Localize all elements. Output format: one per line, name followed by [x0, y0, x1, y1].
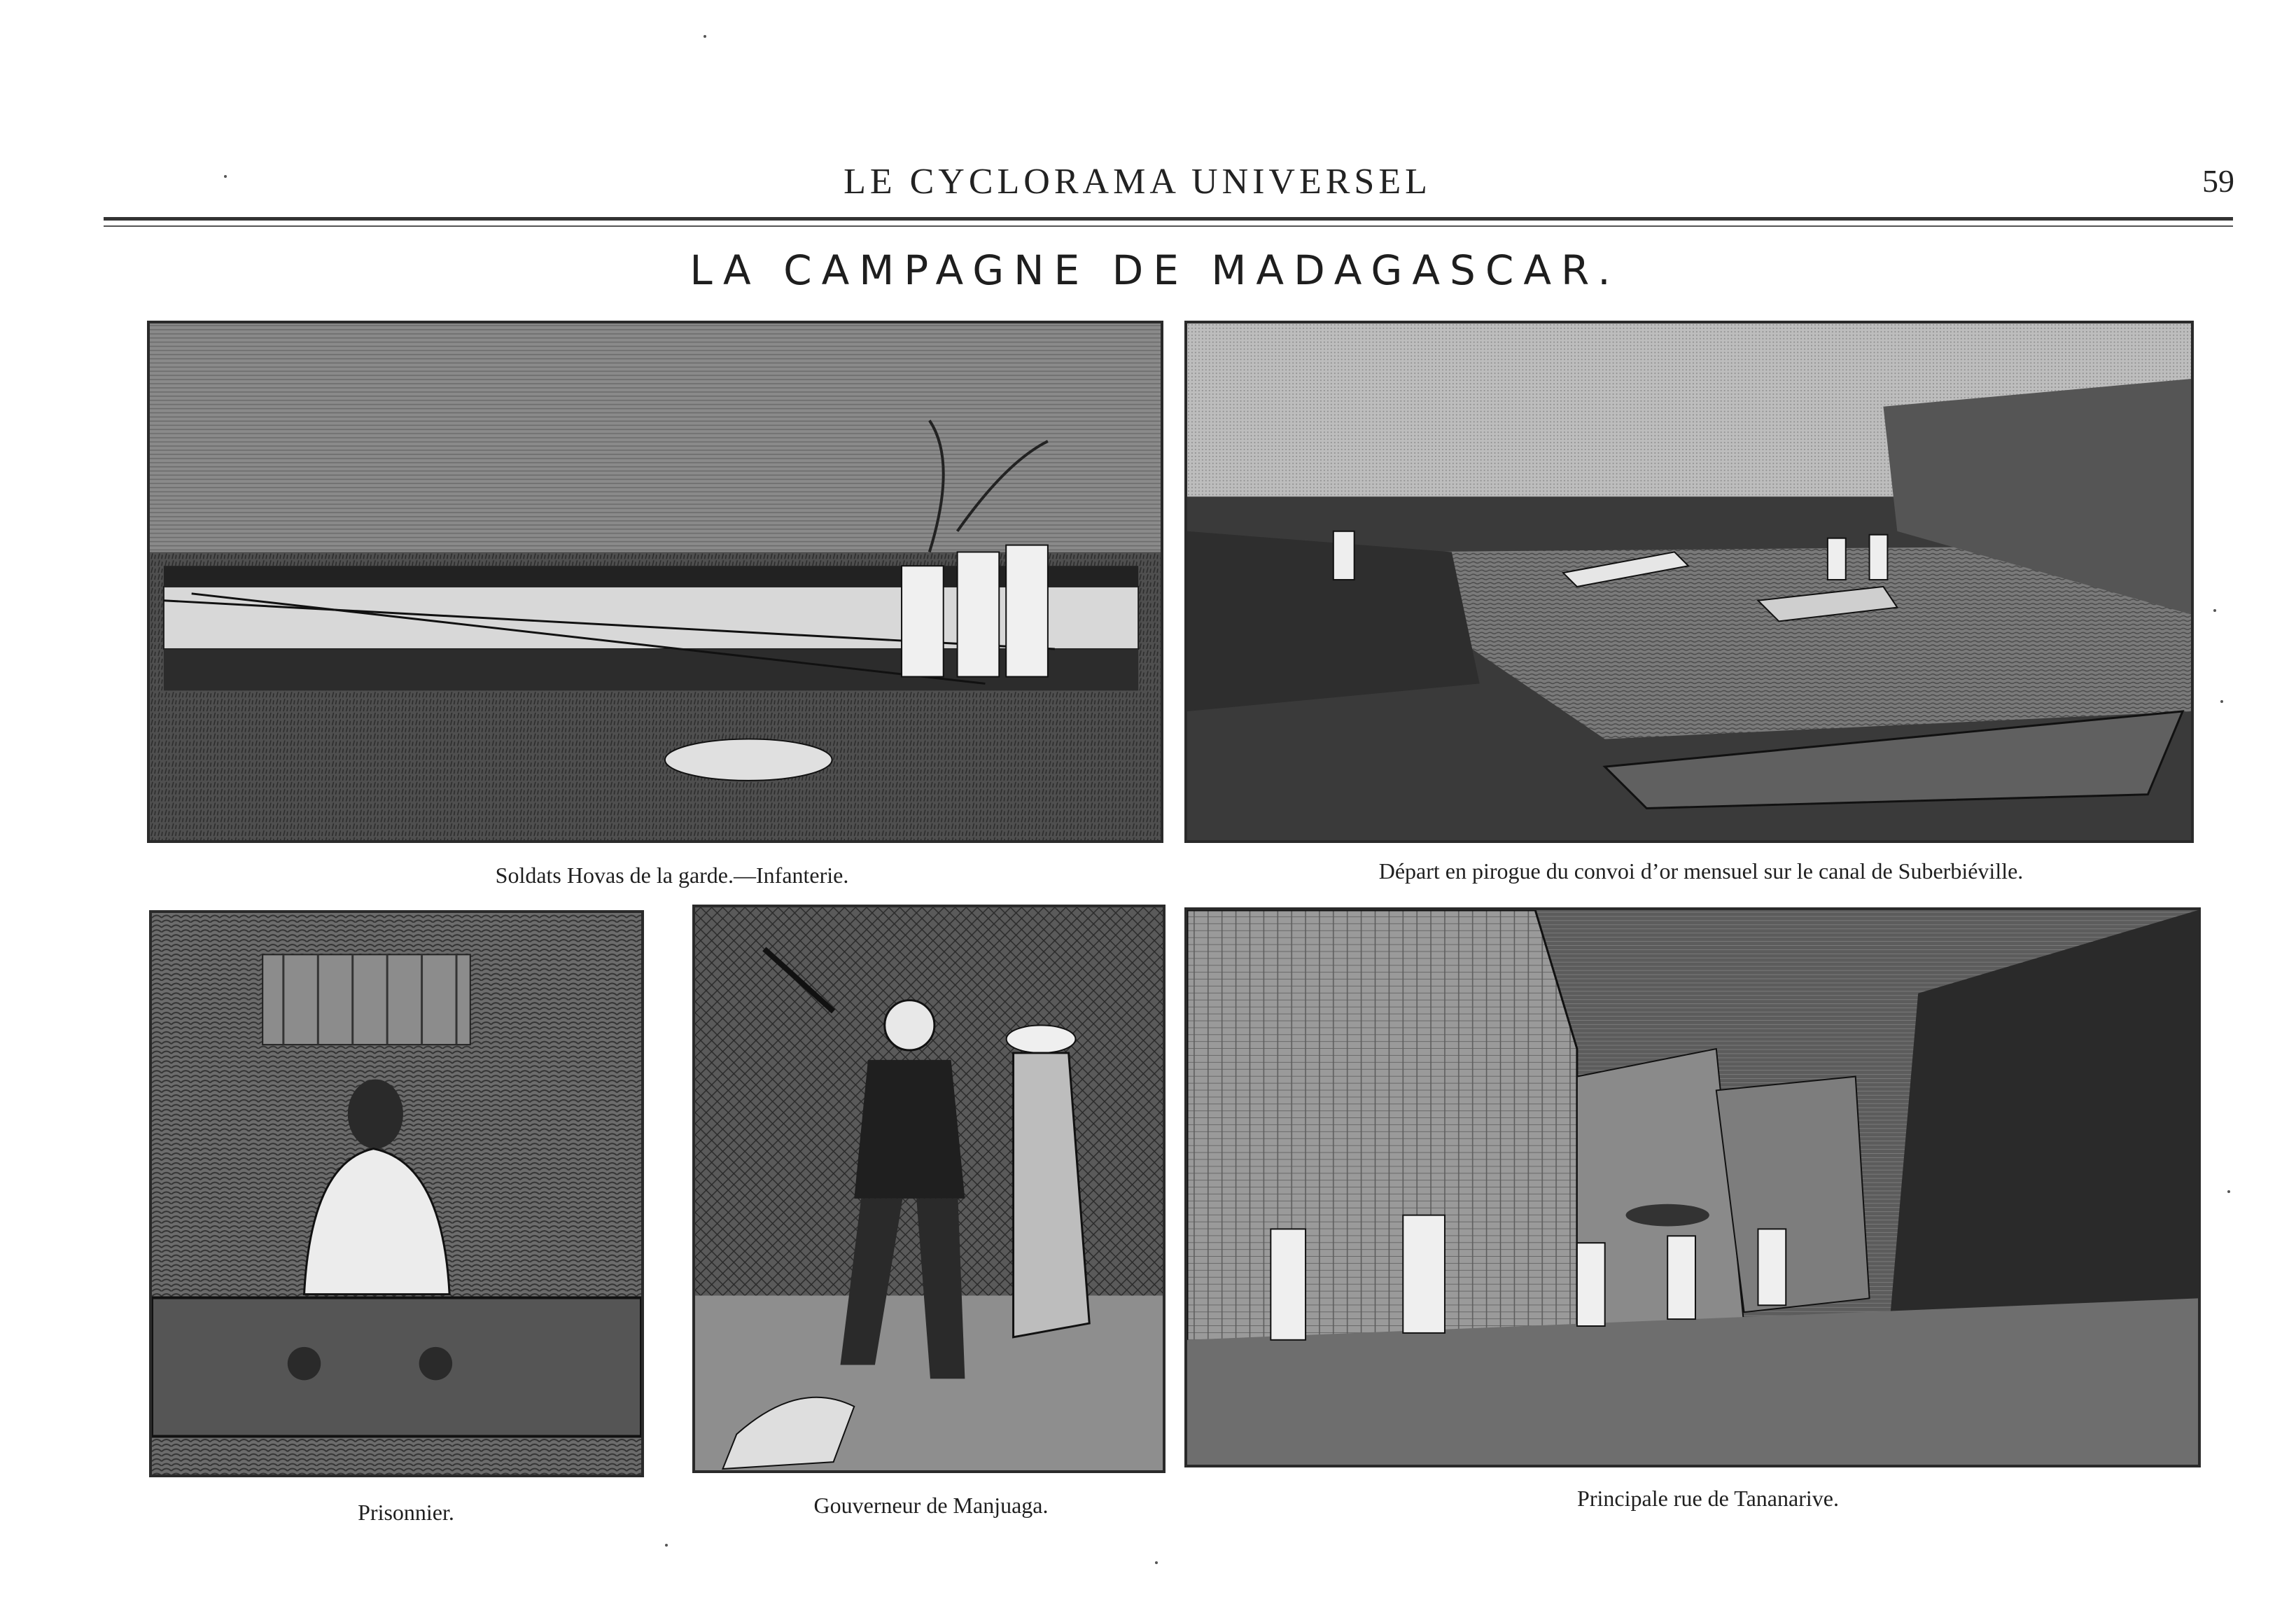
header-rule-thin — [104, 225, 2233, 227]
caption-prisoner: Prisonnier. — [358, 1500, 454, 1525]
page-number: 59 — [2202, 163, 2234, 199]
caption-governor: Gouverneur de Manjuaga. — [813, 1493, 1049, 1518]
engraving-governor — [692, 905, 1166, 1473]
print-speck — [2220, 700, 2223, 703]
header-rule — [104, 217, 2233, 221]
caption-canal: Départ en pirogue du convoi d’or mensuel sur le canal de Suberbiéville. — [1378, 858, 2024, 884]
caption-street: Principale rue de Tananarive. — [1577, 1486, 1839, 1511]
print-speck — [2213, 609, 2216, 612]
engraving-canal — [1184, 321, 2194, 843]
print-speck — [665, 1544, 668, 1547]
engraving-soldiers — [147, 321, 1163, 843]
article-title: LA CAMPAGNE DE MADAGASCAR. — [690, 246, 1620, 294]
print-speck — [2227, 1190, 2230, 1193]
engraving-prisoner — [149, 910, 644, 1477]
engraving-street — [1184, 907, 2201, 1467]
print-speck — [704, 35, 706, 38]
print-speck — [1155, 1561, 1158, 1564]
caption-soldiers: Soldats Hovas de la garde.—Infanterie. — [495, 863, 849, 888]
running-title: LE CYCLORAMA UNIVERSEL — [844, 162, 1432, 202]
print-speck — [224, 175, 227, 178]
